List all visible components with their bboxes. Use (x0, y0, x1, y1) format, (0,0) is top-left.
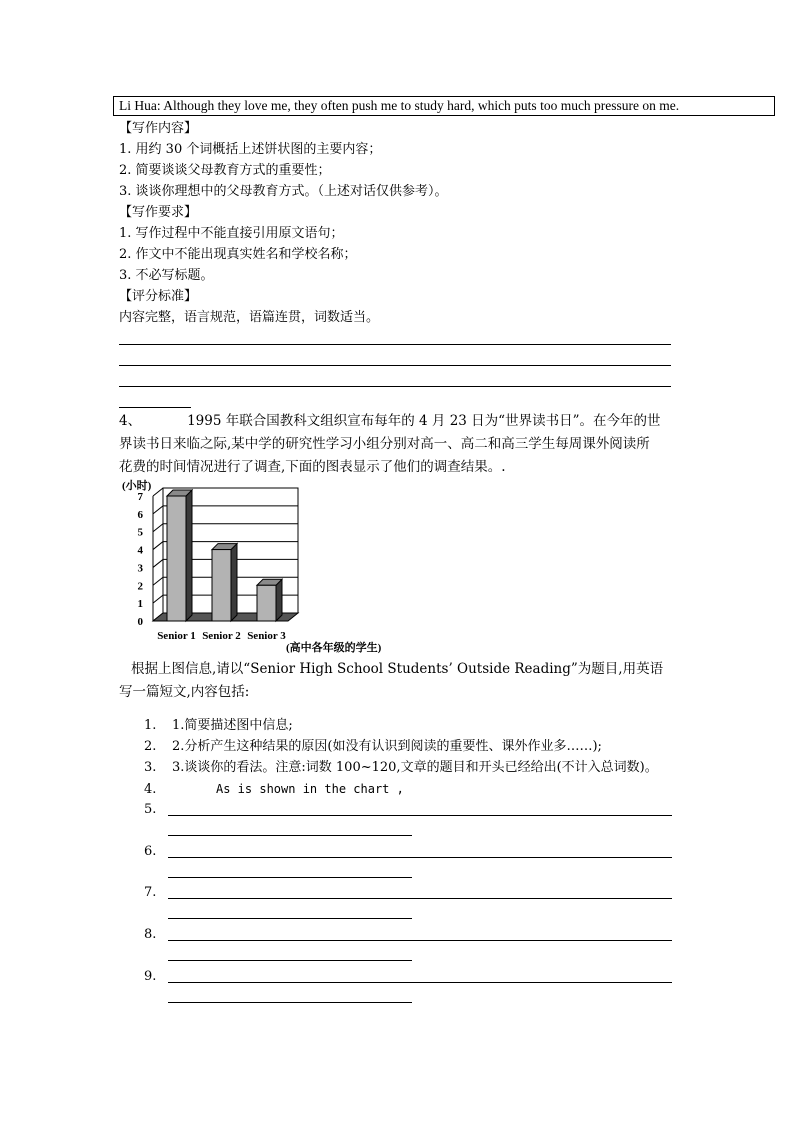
writing-line[interactable] (168, 835, 412, 836)
point-item-1: 1. 1.简要描述图中信息; (144, 718, 293, 733)
writing-start-line: 4. As is shown in the chart , (144, 782, 404, 797)
chart-y-tick: 4 (137, 544, 143, 557)
question-4-line-2: 界读书日来临之际,某中学的研究性学习小组分别对高一、高二和高三学生每周课外阅读所 (119, 436, 650, 452)
writing-line-number-5: 5. (144, 802, 157, 817)
point-item-2: 2. 2.分析产生这种结果的原因(如没有认识到阅读的重要性、课外作业多……); (144, 739, 602, 754)
question-4-number: 4、 (119, 413, 142, 429)
writing-line[interactable] (168, 1002, 412, 1003)
chart-bar (167, 496, 186, 621)
chart-side-gridline (153, 488, 163, 496)
chart-y-tick: 0 (137, 616, 143, 628)
writing-line[interactable] (168, 960, 412, 961)
writing-line[interactable] (168, 940, 672, 941)
content-item-2: 2. 简要谈谈父母教育方式的重要性； (119, 163, 331, 178)
chart-side-gridline (153, 506, 163, 514)
chart-y-ticks (138, 491, 144, 628)
content-item-3: 3. 谈谈你理想中的父母教育方式。（上述对话仅供参考）。 (119, 184, 448, 199)
chart-side-gridline (153, 595, 163, 603)
writing-line-number-8: 8. (144, 927, 157, 942)
chart-category-label: Senior 1 (157, 630, 196, 642)
question-4-line-3: 花费的时间情况进行了调查,下面的图表显示了他们的调查结果。. (119, 459, 506, 475)
chart-y-axis-label: (小时) (122, 480, 152, 492)
chart-bar-side (231, 544, 237, 621)
chart-x-labels (157, 630, 286, 642)
requirement-item-1: 1. 写作过程中不能直接引用原文语句； (119, 226, 344, 241)
content-item-1: 1. 用约 30 个词概括上述饼状图的主要内容； (119, 142, 382, 157)
chart-side-gridline (153, 577, 163, 585)
chart-side-gridline (153, 542, 163, 550)
writing-line[interactable] (168, 918, 412, 919)
chart-bar-side (276, 579, 282, 621)
heading-scoring-standard: 【评分标准】 (119, 289, 198, 304)
answer-rule (119, 386, 671, 387)
writing-line[interactable] (168, 815, 672, 816)
requirement-item-3: 3. 不必写标题。 (119, 268, 214, 283)
answer-rule (119, 344, 671, 345)
dialogue-quote-box (113, 96, 775, 116)
instruction-line-2: 写一篇短文,内容包括: (119, 684, 250, 700)
chart-side-gridline (153, 524, 163, 532)
point-item-3: 3. 3.谈谈你的看法。注意:词数 100~120,文章的题目和开头已经给出(不计入总词数)。 (144, 760, 658, 775)
heading-writing-content: 【写作内容】 (119, 121, 198, 136)
chart-side-gridline (153, 559, 163, 567)
question-4-line-1: 4、 1995 年联合国教科文组织宣布每年的 4 月 23 日为“世界读书日”。在今年的世 (119, 413, 661, 429)
footnote-rule (119, 407, 191, 408)
writing-line[interactable] (168, 857, 672, 858)
dialogue-quote-text: Li Hua: Although they love me, they often push me to study hard, which puts too much pressure on me. (119, 98, 680, 113)
chart-bar-side (186, 490, 192, 621)
instruction-line-1: 根据上图信息,请以“Senior High School Students’ Outside Reading”为题目,用英语 (131, 661, 664, 677)
writing-start-text: As is shown in the chart , (216, 782, 404, 796)
chart-y-tick: 5 (137, 526, 143, 539)
requirement-item-2: 2. 作文中不能出现真实姓名和学校名称； (119, 247, 357, 262)
chart-category-label: Senior 2 (202, 630, 241, 642)
chart-y-tick: 6 (137, 508, 143, 521)
chart-y-tick: 1 (137, 598, 143, 611)
writing-line-number-7: 7. (144, 885, 157, 900)
chart-bar (257, 585, 276, 621)
chart-y-tick: 7 (137, 491, 143, 503)
heading-writing-requirements: 【写作要求】 (119, 205, 198, 220)
chart-y-tick: 3 (137, 562, 143, 575)
writing-line[interactable] (168, 898, 672, 899)
answer-rule (119, 365, 671, 366)
writing-line[interactable] (168, 982, 672, 983)
chart-bar (212, 550, 231, 621)
chart-y-tick: 2 (137, 580, 143, 593)
chart-x-axis-label: (高中各年级的学生) (286, 642, 382, 654)
writing-line[interactable] (168, 877, 412, 878)
chart-category-label: Senior 3 (247, 630, 286, 642)
writing-line-number-6: 6. (144, 844, 157, 859)
writing-line-number-9: 9. (144, 969, 157, 984)
reading-time-bar-chart (115, 476, 390, 661)
scoring-text: 内容完整，语言规范，语篇连贯，词数适当。 (119, 310, 380, 325)
